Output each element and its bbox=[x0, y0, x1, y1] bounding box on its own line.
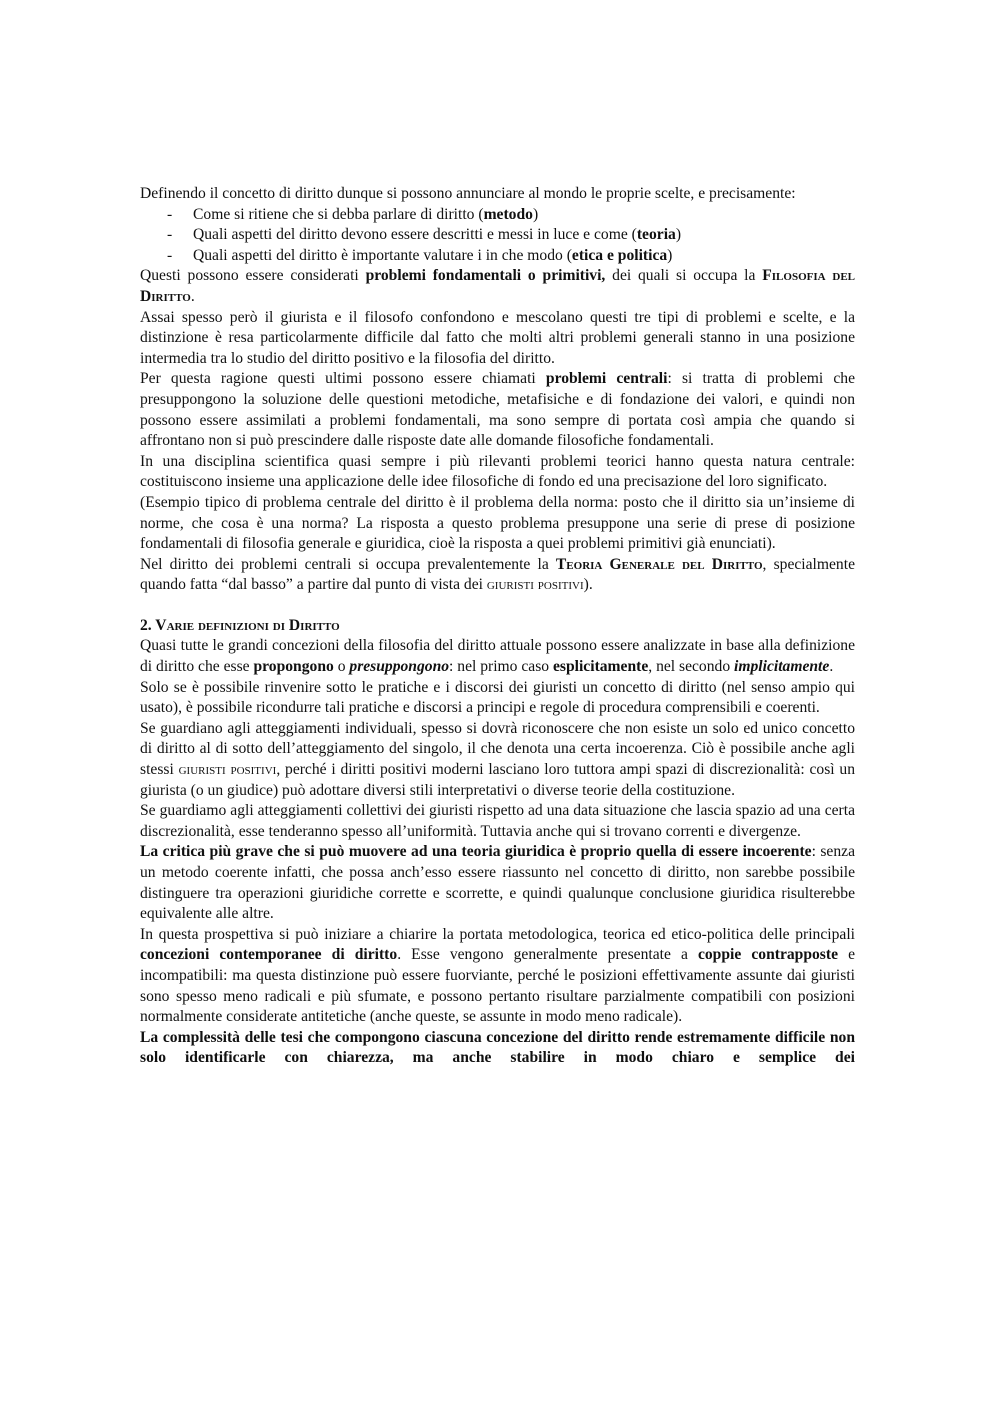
paragraph-example-norm: (Esempio tipico di problema centrale del diritto è il problema della norma: posto che il diritto sia un’insieme di norme, che cosa è una norma? La risposta a questo problema presuppone una serie di prese di posizione fondamentali di filosofia generale e giuridica, cioè la risposta a quei problemi primitivi già enunciati). bbox=[140, 493, 855, 553]
paragraph-confusion: Assai spesso però il giurista e il filosofo confondono e mescolano questi tre tipi di problemi e scelte, e la distinzione è resa particolarmente difficile dal fatto che molti altri problemi generali stanno in una posizione intermedia tra lo studio del diritto positivo e la filosofia del diritto. bbox=[140, 308, 855, 367]
list-dash: - bbox=[167, 205, 173, 223]
text-run: ). bbox=[583, 576, 593, 594]
document-page bbox=[140, 184, 855, 1069]
list-dash: - bbox=[167, 246, 173, 264]
bold-italic-run: implicitamente bbox=[734, 658, 830, 676]
text-run: o bbox=[333, 658, 350, 676]
text-run: : si tratta di problemi che presuppongono la soluzione delle questioni metodiche, metafisiche e di fondazione dei valori, e quindi non possono essere assimilati a problemi fondamentali, ma sono sempre di portata così ampia che quando si affrontano non si può prescindere dalle risposte date alle domande filosofiche fondamentali. bbox=[140, 370, 855, 450]
list-item-bold: teoria bbox=[636, 226, 676, 244]
paragraph-definitions bbox=[140, 636, 855, 677]
paragraph-central-problems bbox=[140, 369, 855, 451]
list-dash: - bbox=[167, 226, 173, 244]
text-run: , perché i diritti positivi moderni lasciano loro tuttora ampi spazi di discrezionalità: così un giurista (o un giudice) può adottare diversi stili interpretativi o diverse teorie della costituzione. bbox=[140, 761, 856, 799]
list-item-text: Quali aspetti del diritto è importante valutare i in che modo ( bbox=[193, 246, 572, 264]
section-heading: 2. Varie definizioni di Diritto bbox=[140, 616, 340, 634]
list-item bbox=[140, 225, 855, 246]
bold-run: coppie contrapposte bbox=[697, 946, 838, 964]
text-run: : senza un metodo coerente infatti, che possa anch’esso essere riassunto nel concetto di diritto, non sarebbe possibile distinguere tra operazioni giuridiche corrette e scorrette, e quindi qualunque conclusione giuridica risulterebbe equivalente alle altre. bbox=[140, 843, 855, 923]
smallcaps-run: Teoria Generale del Diritto bbox=[555, 555, 763, 573]
list-item bbox=[140, 246, 855, 267]
list-item-tail: ) bbox=[532, 205, 539, 223]
paragraph-collective-attitudes: Se guardiamo agli atteggiamenti collettivi dei giuristi rispetto ad una data situazione che lascia spazio ad una certa discrezionalità, esse tenderanno spesso all’uniformità. Tuttavia anche qui si trovano correnti e divergenze. bbox=[140, 802, 855, 840]
text-run: e incompatibili: ma questa distinzione può essere fuorviante, perché le posizioni effettivamente assunte dai giuristi sono spesso meno radicali e più sfumate, e possono pertanto risultare parzialmente compatibili con posizioni normalmente considerate antitetiche (anche queste, se assunte in modo meno radicale). bbox=[140, 946, 856, 1026]
text-run: In questa prospettiva si può iniziare a chiarire la portata metodologica, teorica ed etico-politica delle principali bbox=[140, 925, 855, 943]
text-run: Se guardiano agli atteggiamenti individuali, spesso si dovrà riconoscere che non esiste un solo ed unico concetto di diritto al di sotto dell’atteggiamento del singolo, il che denota una certa incoerenza. Ciò è possibile anche agli stessi bbox=[140, 719, 855, 779]
bold-italic-run: presuppongono bbox=[349, 658, 450, 676]
text-run: . bbox=[190, 287, 195, 305]
smallcaps-run: Filosofia del Diritto bbox=[140, 267, 855, 305]
bold-run: problemi fondamentali o primitivi, bbox=[365, 267, 606, 285]
intro-paragraph bbox=[140, 184, 855, 205]
paragraph-contemporary-conceptions bbox=[140, 925, 855, 1028]
text-run: Questi possono essere considerati bbox=[140, 267, 366, 285]
choices-list bbox=[140, 205, 855, 267]
text-run: . Esse vengono generalmente presentate a bbox=[397, 946, 698, 964]
list-item-text: Come si ritiene che si debba parlare di diritto ( bbox=[193, 205, 484, 223]
text-run: , specialmente quando fatta “dal basso” a partire dal punto di vista dei bbox=[140, 555, 855, 594]
paragraph-complexity bbox=[140, 1028, 855, 1069]
intro-text: Definendo il concetto di diritto dunque si possono annunciare al mondo le proprie scelte, e precisamente: bbox=[140, 185, 796, 202]
list-item-tail: ) bbox=[675, 226, 682, 244]
bold-run: concezioni contemporanee di diritto bbox=[140, 946, 398, 964]
bold-run: La critica più grave che si può muovere ad una teoria giuridica è proprio quella di essere incoerente bbox=[140, 843, 812, 861]
list-item-tail: ) bbox=[667, 246, 673, 264]
text-run: Quasi tutte le grandi concezioni della filosofia del diritto attuale possono essere analizzate in base alla definizione di diritto che esse bbox=[140, 637, 855, 676]
bold-run: problemi centrali bbox=[545, 370, 668, 388]
paragraph-practices: Solo se è possibile rinvenire sotto le pratiche e i discorsi dei giuristi un concetto di diritto (nel senso ampio qui usato), è possibile ricondurre tali pratiche e discorsi a principi e regole di procedura comprensibili e coerenti. bbox=[140, 678, 855, 717]
smallcaps-run: giuristi positivi bbox=[486, 576, 584, 594]
text-run: dei quali si occupa la bbox=[605, 267, 763, 285]
list-item-bold: etica e politica bbox=[571, 246, 668, 264]
list-item-bold: metodo bbox=[483, 205, 533, 223]
bold-run: esplicitamente bbox=[552, 658, 649, 676]
text-run: Per questa ragione questi ultimi possono essere chiamati bbox=[140, 370, 546, 388]
paragraph-critique bbox=[140, 842, 855, 924]
paragraph-general-theory bbox=[140, 555, 855, 596]
paragraph-scientific-discipline: In una disciplina scientifica quasi sempre i più rilevanti problemi teorici hanno questa natura centrale: costituiscono insieme una applicazione delle idee filosofiche di fondo ed una precisazione del loro significato. bbox=[140, 452, 855, 491]
text-run: : nel primo caso bbox=[449, 658, 553, 676]
text-run: , nel secondo bbox=[648, 658, 735, 676]
smallcaps-run: giuristi positivi bbox=[178, 761, 277, 779]
paragraph-fundamental-problems bbox=[140, 266, 855, 307]
bold-run: propongono bbox=[253, 658, 334, 676]
list-item bbox=[140, 205, 855, 226]
paragraph-individual-attitudes bbox=[140, 719, 855, 801]
bold-run: La complessità delle tesi che compongono ciascuna concezione del diritto rende estremamente difficile non solo identificarle con chiarezza, ma anche stabilire in modo chiaro e semplice dei bbox=[140, 1028, 855, 1067]
text-run: . bbox=[829, 658, 834, 676]
text-run: Nel diritto dei problemi centrali si occupa prevalentemente la bbox=[140, 555, 556, 573]
list-item-text: Quali aspetti del diritto devono essere descritti e messi in luce e come ( bbox=[193, 226, 637, 244]
